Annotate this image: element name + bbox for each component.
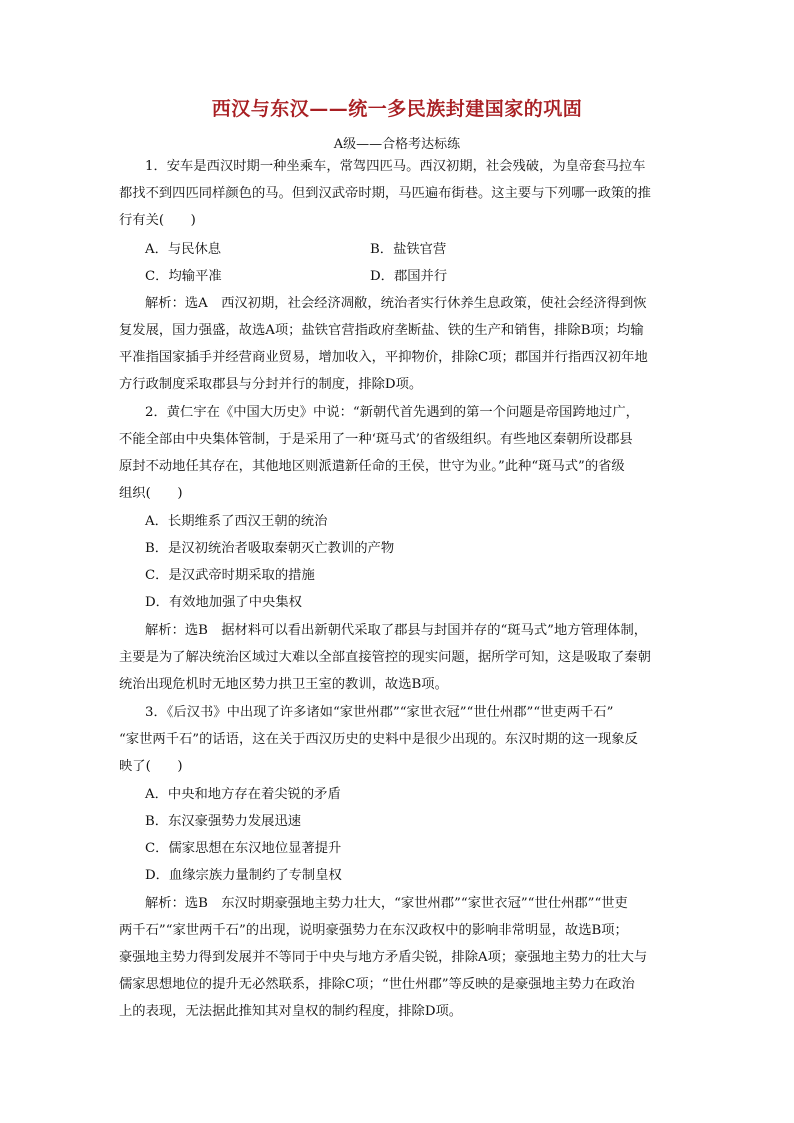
q1-analysis-line: 方行政制度采取郡县与分封并行的制度，排除D项。 <box>119 377 423 392</box>
q2-analysis-line: 解析：选B 据材料可以看出新朝代采取了郡县与封国并存的“斑马式”地方管理体制， <box>145 623 648 638</box>
q1-option-c: C．均输平准 <box>145 269 222 284</box>
q2-stem-line: 2．黄仁宇在《中国大历史》中说：“新朝代首先遇到的第一个问题是帝国跨地过广， <box>145 405 639 420</box>
q3-option-b: B．东汉豪强势力发展迅速 <box>145 814 302 829</box>
q3-stem-line: “家世两千石”的话语，这在关于西汉历史的史料中是很少出现的。东汉时期的这一现象反 <box>119 732 638 747</box>
q2-analysis-line: 统治出现危机时无地区势力拱卫王室的教训，故选B项。 <box>119 677 448 692</box>
q2-analysis-line: 主要是为了解决统治区域过大难以全部直接管控的现实问题，据所学可知，这是吸取了秦朝 <box>119 650 651 665</box>
q1-option-a: A．与民休息 <box>145 242 222 257</box>
q1-option-d: D．郡国并行 <box>370 269 448 284</box>
q2-stem-line: 原封不动地任其存在，其他地区则派遣新任命的王侯，世守为业。”此种“斑马式”的省级 <box>119 459 625 474</box>
q2-stem-line: 组织( ) <box>119 486 183 501</box>
q1-stem-line: 都找不到四匹同样颜色的马。但到汉武帝时期，马匹遍布街巷。这主要与下列哪一政策的推 <box>119 186 651 201</box>
q3-analysis-line: 上的表现，无法据此推知其对皇权的制约程度，排除D项。 <box>119 1004 463 1019</box>
q1-option-b: B．盐铁官营 <box>370 242 447 257</box>
q2-option-a: A．长期维系了西汉王朝的统治 <box>145 514 328 529</box>
q3-option-a: A．中央和地方存在着尖锐的矛盾 <box>145 787 341 802</box>
q3-analysis-line: 两千石”“家世两千石”的出现，说明豪强势力在东汉政权中的影响非常明显，故选B项； <box>119 923 628 938</box>
q2-option-b: B．是汉初统治者吸取秦朝灭亡教训的产物 <box>145 541 395 556</box>
q3-option-c: C．儒家思想在东汉地位显著提升 <box>145 841 342 856</box>
q2-option-c: C．是汉武帝时期采取的措施 <box>145 568 315 583</box>
q1-analysis-line: 平准指国家插手并经营商业贸易，增加收入，平抑物价，排除C项；郡国并行指西汉初年地 <box>119 350 648 365</box>
q2-stem-line: 不能全部由中央集体管制，于是采用了一种‘斑马式’的省级组织。有些地区秦朝所设郡县 <box>119 432 633 447</box>
q1-stem-line: 1．安车是西汉时期一种坐乘车，常驾四匹马。西汉初期，社会残破，为皇帝套马拉车 <box>145 159 646 174</box>
q3-stem-line: 映了( ) <box>119 759 183 774</box>
q3-analysis-line: 解析：选B 东汉时期豪强地主势力壮大，“家世州郡”“家世衣冠”“世仕州郡”“世吏 <box>145 896 628 911</box>
q3-analysis-line: 豪强地主势力得到发展并不等同于中央与地方矛盾尖锐，排除A项；豪强地主势力的壮大与 <box>119 950 648 965</box>
q1-analysis-line: 复发展，国力强盛，故选A项；盐铁官营指政府垄断盐、铁的生产和销售，排除B项；均输 <box>119 323 644 338</box>
page-title: 西汉与东汉——统一多民族封建国家的巩固 <box>211 98 583 120</box>
q3-option-d: D．血缘宗族力量制约了专制皇权 <box>145 868 342 883</box>
q3-stem-line: 3．《后汉书》中出现了许多诸如“家世州郡”“家世衣冠”“世仕州郡”“世吏两千石” <box>145 705 614 720</box>
q1-analysis-line: 解析：选A 西汉初期，社会经济凋敝，统治者实行休养生息政策，使社会经济得到恢 <box>145 296 647 311</box>
q2-option-d: D．有效地加强了中央集权 <box>145 595 302 610</box>
section-subtitle: A级——合格考达标练 <box>333 137 461 152</box>
q3-analysis-line: 儒家思想地位的提升无必然联系，排除C项；“世仕州郡”等反映的是豪强地主势力在政治 <box>119 977 635 992</box>
q1-stem-line: 行有关( ) <box>119 213 196 228</box>
